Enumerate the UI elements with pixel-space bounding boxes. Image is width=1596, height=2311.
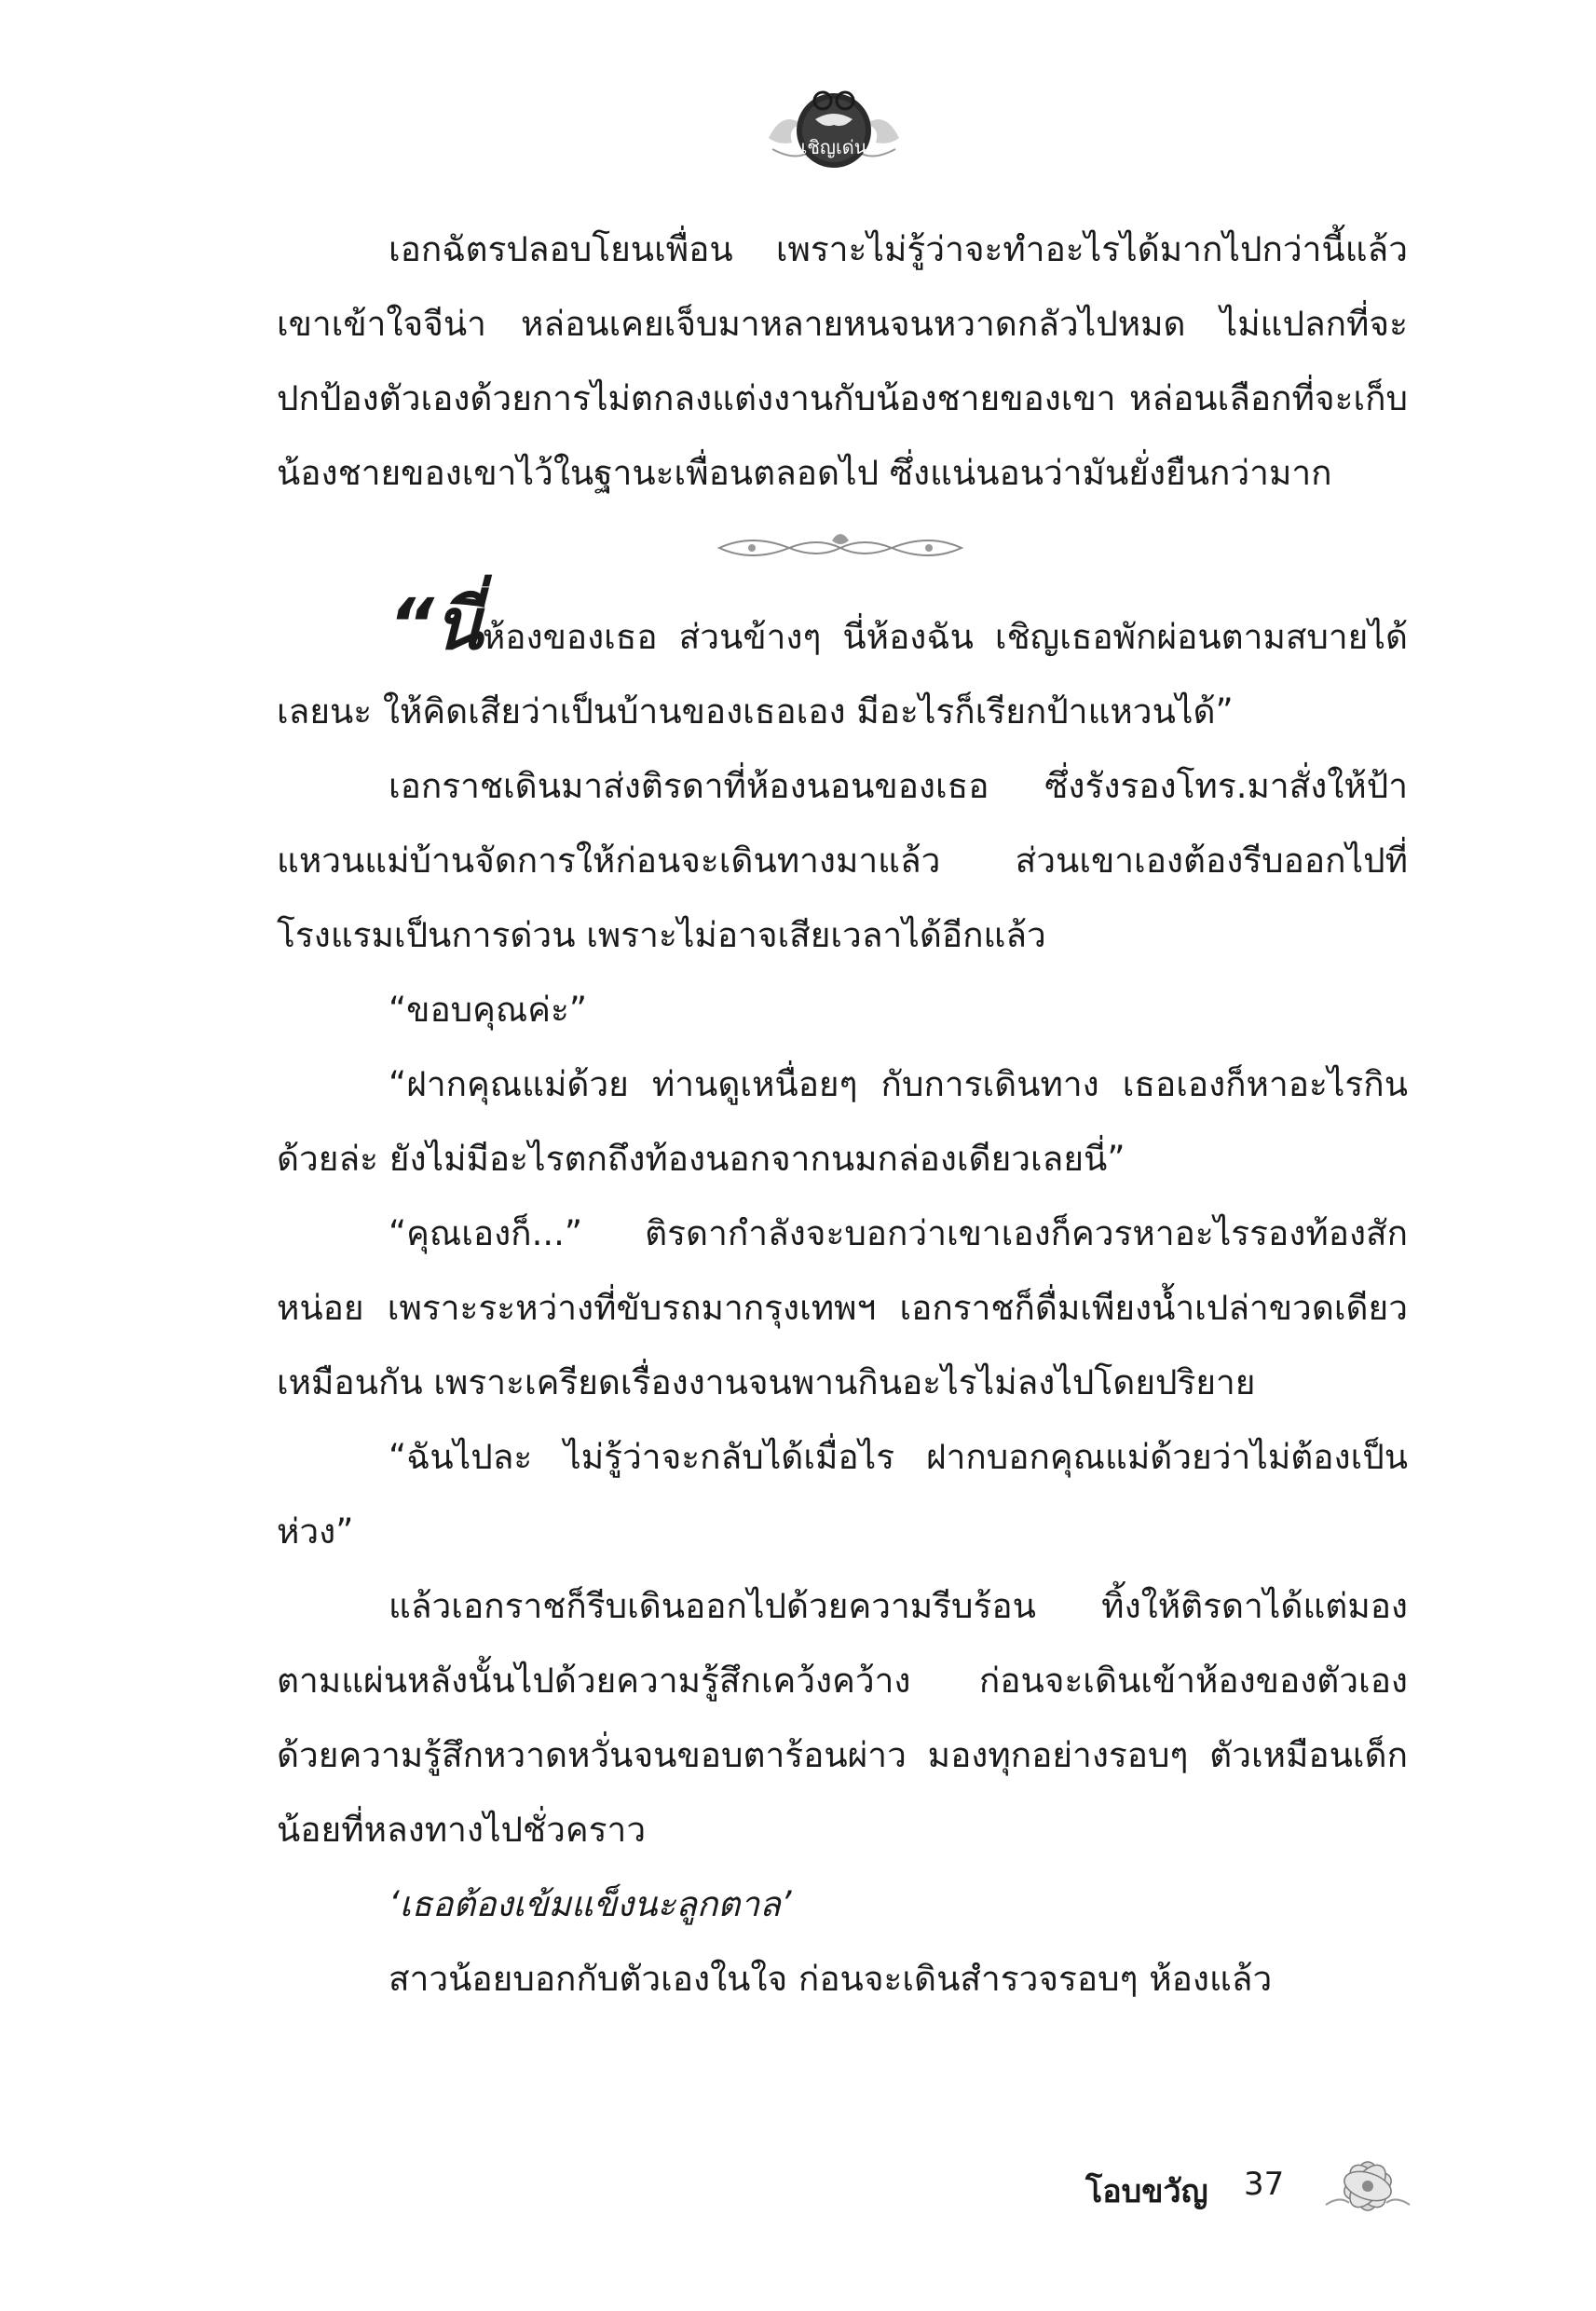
paragraph: “ขอบคุณค่ะ”	[389, 990, 588, 1030]
paragraph: เอกฉัตรปลอบโยนเพื่อน เพราะไม่รู้ว่าจะทำอะไรได้มากไปกว่านี้แล้ว เขาเข้าใจจีน่า หล่อนเคยเจ็บมาหลายหนจนหวาดกลัวไปหมด ไม่แปลกที่จะปกป้องตัวเองด้วยการไม่ตกลงแต่งงานกับน้องชายของเขา หล่อนเลือกที่จะเก็บน้องชายของเขาไว้ในฐานะเพื่อนตลอดไป ซึ่งแน่นอนว่ามันยั่งยืนกว่ามาก	[277, 229, 1408, 493]
book-title: โอบขวัญ	[1085, 2173, 1208, 2210]
paragraph: เอกราชเดินมาส่งติรดาที่ห้องนอนของเธอ ซึ่งรังรองโทร.มาสั่งให้ป้าแหวนแม่บ้านจัดการให้ก่อนจะเดินทางมาแล้ว ส่วนเขาเองต้องรีบออกไปที่โรงแรมเป็นการด่วน เพราะไม่อาจเสียเวลาได้อีกแล้ว	[277, 766, 1408, 955]
paragraph-text: ห้องของเธอ ส่วนข้างๆ นี่ห้องฉัน เชิญเธอพักผ่อนตามสบายได้เลยนะ ให้คิดเสียว่าเป็นบ้านของเธอเอง มีอะไรก็เรียกป้าแหวนได้”	[277, 617, 1408, 732]
paragraph-thought: ‘เธอต้องเข้มแข็งนะลูกตาล’	[389, 1884, 792, 1924]
ornamental-divider-icon	[277, 511, 1408, 596]
paragraph: สาวน้อยบอกกับตัวเองในใจ ก่อนจะเดินสำรวจรอบๆ ห้องแล้ว	[389, 1959, 1273, 1999]
body-text	[277, 212, 1408, 2017]
ornamental-emblem-icon	[759, 73, 908, 175]
paragraph: แล้วเอกราชก็รีบเดินออกไปด้วยความรีบร้อน ทิ้งให้ติรดาได้แต่มองตามแผ่นหลังนั้นไปด้วยความรู้สึกเคว้งคว้าง ก่อนจะเดินเข้าห้องของตัวเองด้วยความรู้สึกหวาดหวั่นจนขอบตาร้อนผ่าว มองทุกอย่างรอบๆ ตัวเหมือนเด็กน้อยที่หลงทางไปชั่วคราว	[277, 1586, 1408, 1850]
flower-ornament-icon	[1316, 2149, 1419, 2223]
paragraph: “ฝากคุณแม่ด้วย ท่านดูเหนื่อยๆ กับการเดินทาง เธอเองก็หาอะไรกินด้วยล่ะ ยังไม่มีอะไรตกถึงท้องนอกจากนมกล่องเดียวเลยนี่”	[277, 1064, 1408, 1179]
emblem-label: เชิญเด่น	[800, 136, 867, 158]
paragraph: “ฉันไปละ ไม่รู้ว่าจะกลับได้เมื่อไร ฝากบอกคุณแม่ด้วยว่าไม่ต้องเป็นห่วง”	[277, 1437, 1408, 1552]
dropcap: “นี่	[389, 582, 483, 665]
paragraph	[277, 582, 1408, 749]
page-footer	[1085, 2160, 1439, 2216]
page-number: 37	[1244, 2166, 1285, 2203]
paragraph: “คุณเองก็...” ติรดากำลังจะบอกว่าเขาเองก็ควรหาอะไรรองท้องสักหน่อย เพราะระหว่างที่ขับรถมากรุงเทพฯ เอกราชก็ดื่มเพียงน้ำเปล่าขวดเดียวเหมือนกัน เพราะเครียดเรื่องงานจนพานกินอะไรไม่ลงไปโดยปริยาย	[277, 1213, 1408, 1402]
